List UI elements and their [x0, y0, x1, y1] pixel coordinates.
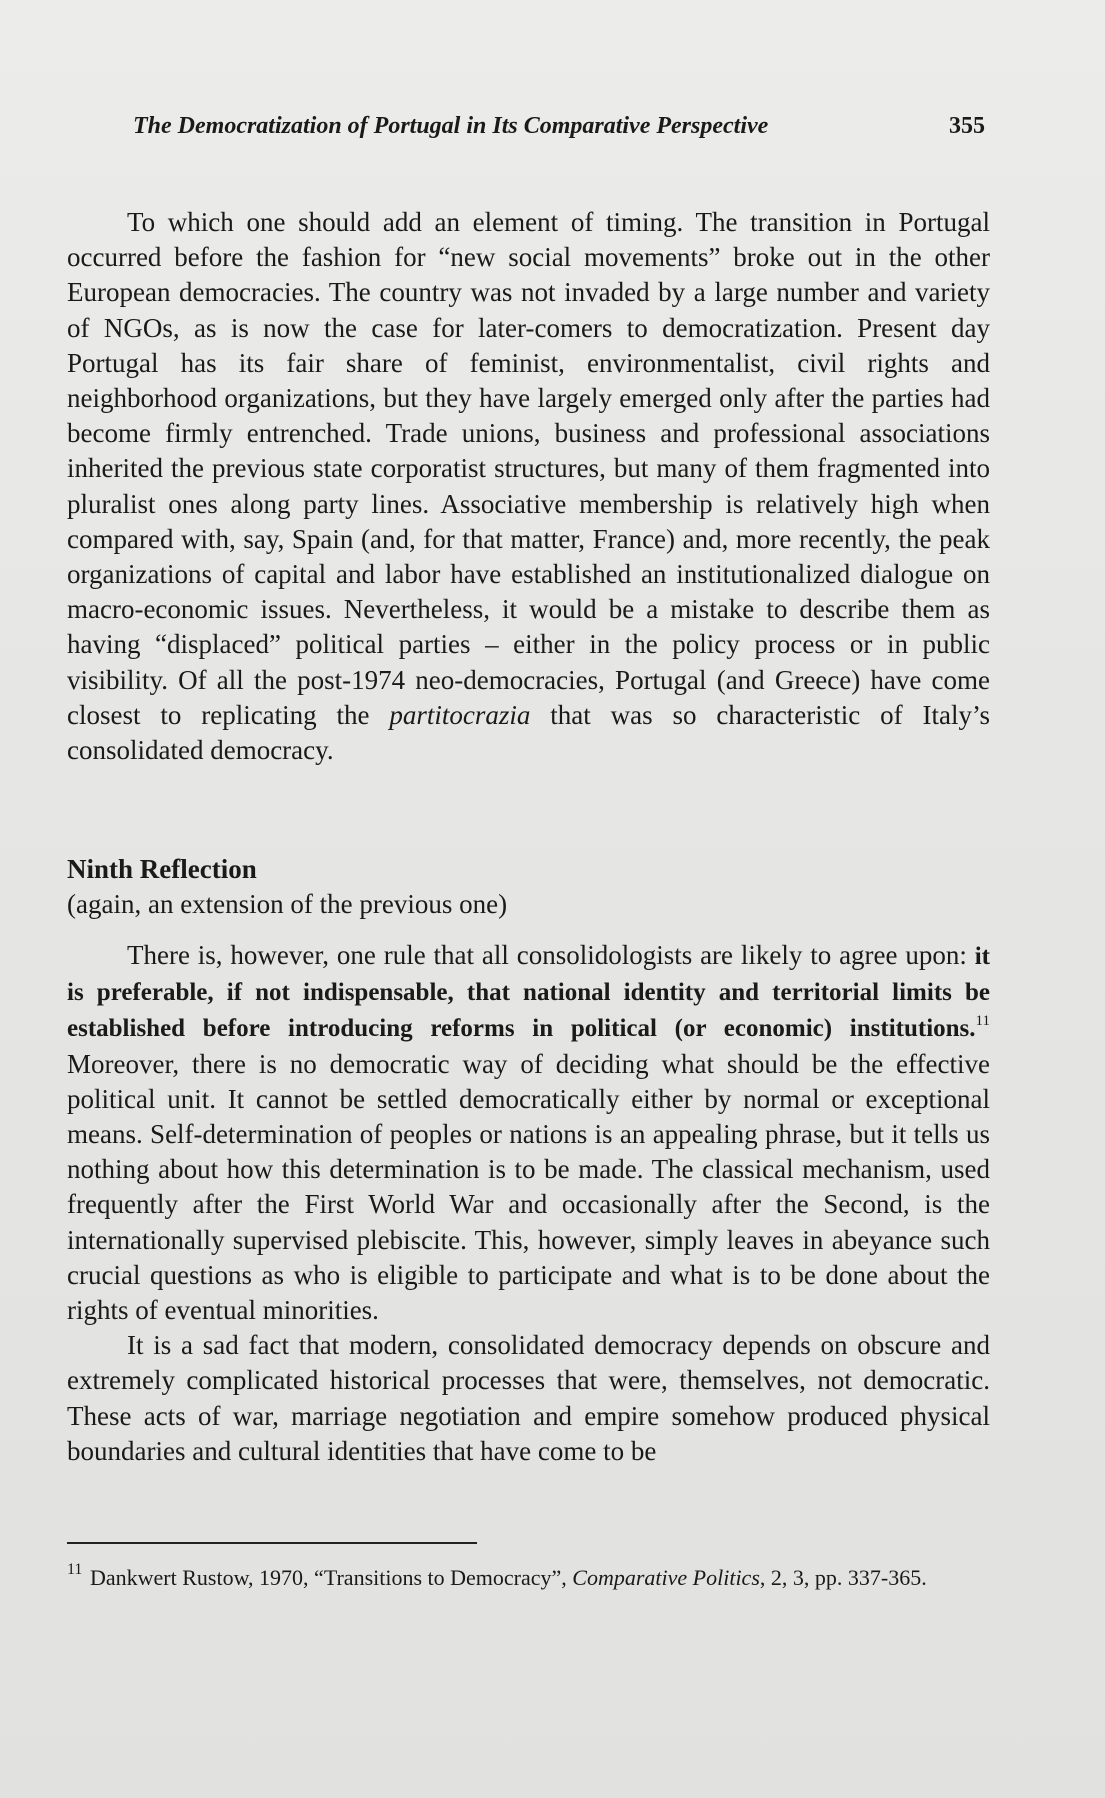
running-header	[133, 110, 993, 142]
body-text-bottom	[67, 938, 990, 1469]
section-subheading: (again, an extension of the previous one)	[67, 889, 508, 919]
paragraph-rule-start: There is, however, one rule that all consolidologists are likely to agree upon:	[127, 940, 975, 970]
footnote-divider	[67, 1542, 477, 1544]
paragraph-timing	[67, 205, 990, 768]
paragraph-timing-text: To which one should add an element of timing. The transition in Portugal occurred before the fashion for “new social movements” broke out in the other European democracies. The country was not invaded by a large number and variety of NGOs, as is now the case for later-comers to democratization. Present day Portugal has its fair share of feminist, environmentalist, civil rights and neighborhood organizations, but they have largely emerged only after the parties had become firmly entrenched. Trade unions, business and professional associations inherited the previous state corporatist structures, but many of them fragmented into pluralist ones along party lines. Associative membership is relatively high when compared with, say, Spain (and, for that matter, France) and, more recently, the peak organizations of capital and labor have established an institutionalized dialogue on macro-economic issues. Nevertheless, it would be a mistake to describe them as having “displaced” political parties – either in the policy process or in public visibility. Of all the post-1974 neo-democracies, Portugal (and Greece) have come closest to replicating the	[67, 207, 990, 730]
partitocrazia-term: partitocrazia	[389, 699, 531, 730]
footnote-citation-end: , 2, 3, pp. 337-365.	[759, 1565, 927, 1590]
footnote-body	[67, 1562, 990, 1594]
section-heading-block	[67, 852, 990, 922]
paragraph-timing-end: that was so characteristic of Italy’s consolidated democracy.	[67, 699, 990, 766]
running-title: The Democratization of Portugal in Its Comparative Perspective	[133, 113, 769, 139]
paragraph-rule-emphasis: it is preferable, if not indispensable, that national identity and territorial limits be established before introducing reforms in political (or economic) institutions.	[67, 943, 990, 1043]
paragraph-rule	[67, 938, 990, 1328]
body-text-top	[67, 205, 990, 768]
footnote-journal: Comparative Politics	[572, 1565, 760, 1590]
footnote	[67, 1562, 990, 1594]
paragraph-sad-fact: It is a sad fact that modern, consolidated democracy depends on obscure and extremely complicated historical processes that were, themselves, not democratic. These acts of war, marriage negotiation and empire somehow produced physical boundaries and cultural identities that have come to be	[67, 1330, 990, 1466]
footnote-number: 11	[67, 1561, 83, 1578]
section-heading: Ninth Reflection	[67, 854, 257, 884]
page-number: 355	[949, 113, 985, 139]
paragraph-rule-end: Moreover, there is no democratic way of deciding what should be the effective political unit. It cannot be settled democratically either by normal or exceptional means. Self-determination of peoples or nations is an appealing phrase, but it tells us nothing about how this determination is to be made. The classical mechanism, used frequently after the First World War and occasionally after the Second, is the internationally supervised plebiscite. This, however, simply leaves in abeyance such crucial questions as who is eligible to participate and what is to be done about the rights of eventual minorities.	[67, 1048, 990, 1326]
footnote-citation: Dankwert Rustow, 1970, “Transitions to Democracy”,	[90, 1565, 573, 1590]
footnote-reference: 11	[975, 1013, 990, 1030]
